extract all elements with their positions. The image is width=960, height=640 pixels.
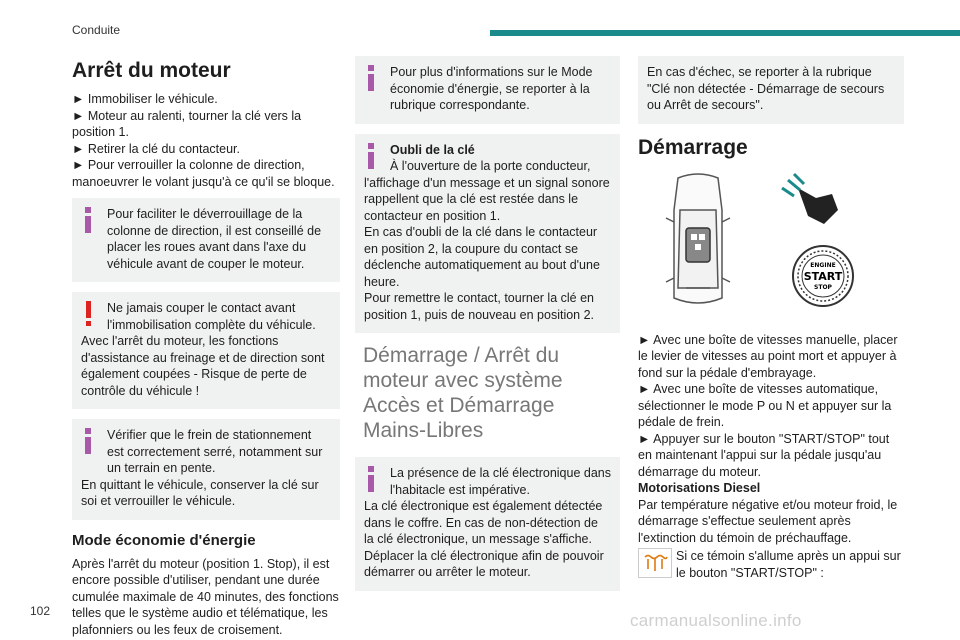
note-text: Vérifier que le frein de stationnement est correctement serré, notamment sur un terrain en pente. bbox=[107, 428, 323, 475]
button-label-start: START bbox=[803, 269, 843, 283]
warning-text: Ne jamais couper le contact avant l'immobilisation complète du véhicule. bbox=[107, 301, 316, 332]
info-icon bbox=[363, 466, 381, 494]
warning-text-rest: Avec l'arrêt du moteur, les fonctions d'assistance au freinage et de direction sont également coupées - Risque de perte de contrôle du véhicule ! bbox=[81, 334, 325, 398]
step: ► Avec une boîte de vitesses automatique, sélectionner le mode P ou N et appuyer sur la pédale de frein. bbox=[638, 382, 892, 429]
info-icon bbox=[363, 65, 381, 93]
preheat-row bbox=[638, 548, 904, 581]
step: ► Appuyer sur le bouton "START/STOP" tout en maintenant l'appui sur la pédale jusqu'au démarrage du moteur. bbox=[638, 431, 890, 479]
step: ► Immobiliser le véhicule. bbox=[72, 92, 218, 106]
preheat-warning-icon bbox=[638, 548, 672, 578]
warning-note bbox=[72, 292, 340, 409]
watermark: carmanualsonline.info bbox=[630, 611, 802, 630]
header-accent-bar bbox=[490, 30, 960, 36]
warning-icon bbox=[80, 301, 98, 329]
title-arret-moteur: Arrêt du moteur bbox=[72, 59, 231, 82]
info-note bbox=[355, 56, 620, 124]
info-note bbox=[72, 198, 340, 282]
reference-text: En cas d'échec, se reporter à la rubrique "Clé non détectée - Démarrage de secours ou Arrêt de secours". bbox=[647, 65, 885, 112]
note-text: La présence de la clé électronique dans l'habitacle est impérative. bbox=[390, 466, 611, 497]
note-title: Oubli de la clé bbox=[390, 142, 475, 157]
car-key-diagram bbox=[638, 170, 904, 320]
diesel-title: Motorisations Diesel bbox=[638, 481, 761, 495]
engine-start-stop-button-icon bbox=[793, 246, 853, 306]
note-text: Pour faciliter le déverrouillage de la colonne de direction, il est conseillé de placer les roues avant dans l'axe du véhicule avant de couper le moteur. bbox=[107, 207, 322, 271]
button-label-engine: ENGINE bbox=[810, 261, 836, 269]
note-text: l'affichage d'un message et un signal sonore rappellent que la clé est restée dans le contacteur en position 1. bbox=[364, 175, 610, 223]
eco-text: Après l'arrêt du moteur (position 1. Stop), il est encore possible d'utiliser, pendant une durée cumulée maximale de 40 minutes, des fonctions telles que le système audio et télématique, les plafonniers ou les feux de croisement. bbox=[72, 556, 339, 637]
note-text: Pour plus d'informations sur le Mode économie d'énergie, se reporter à la rubrique correspondante. bbox=[390, 65, 593, 112]
start-button-illustration bbox=[638, 170, 904, 320]
info-icon bbox=[363, 143, 381, 171]
note-text: En cas d'oubli de la clé dans le contacteur en position 2, la coupure du contact se déclenche automatiquement au bout d'une heure. bbox=[364, 225, 600, 289]
note-text: À l'ouverture de la porte conducteur, bbox=[390, 159, 591, 173]
title-demarrage: Démarrage bbox=[638, 135, 748, 159]
title-mode-economie: Mode économie d'énergie bbox=[72, 531, 256, 549]
reference-box bbox=[638, 56, 904, 124]
page-number: 102 bbox=[30, 604, 51, 618]
diesel-text: Par température négative et/ou moteur froid, le démarrage s'effectue seulement après l'extinction du témoin de préchauffage. bbox=[638, 497, 898, 545]
preheat-text: Si ce témoin s'allume après un appui sur le bouton "START/STOP" : bbox=[676, 549, 901, 580]
column-1 bbox=[72, 56, 340, 638]
section-title-mains-libres: Démarrage / Arrêt du moteur avec système Accès et Démarrage Mains-Libres bbox=[363, 344, 563, 442]
info-icon bbox=[80, 428, 98, 456]
hand-press-icon bbox=[782, 174, 838, 224]
car-top-view-icon bbox=[666, 174, 730, 303]
note-text-rest: La clé électronique est également détectée dans le coffre. En cas de non-détection de la clé électronique, un message s'affiche. Déplacer la clé électronique afin de pouvoir démarrer ou arrêter le moteur. bbox=[364, 499, 604, 579]
column-3 bbox=[638, 56, 904, 581]
page-header bbox=[0, 0, 960, 44]
step: ► Retirer la clé du contacteur. bbox=[72, 141, 241, 156]
note-text-rest: En quittant le véhicule, conserver la clé sur soi et verrouiller le véhicule. bbox=[81, 477, 319, 508]
info-icon bbox=[80, 207, 98, 235]
step: ► Pour verrouiller la colonne de direction, manoeuvrer le volant jusqu'à ce qu'il se bloque. bbox=[72, 158, 335, 189]
step: ► Moteur au ralenti, tourner la clé vers la position 1. bbox=[72, 108, 302, 139]
info-note-oubli-cle bbox=[355, 134, 620, 334]
section-name: Conduite bbox=[72, 23, 121, 37]
info-note bbox=[355, 457, 620, 591]
note-text: Pour remettre le contact, tourner la clé en position 1, puis de nouveau en position 2. bbox=[364, 291, 595, 322]
step: ► Avec une boîte de vitesses manuelle, placer le levier de vitesses au point mort et appuyer à fond sur la pédale d'embrayage. bbox=[638, 332, 898, 380]
column-2 bbox=[355, 56, 620, 601]
button-label-stop: STOP bbox=[814, 283, 832, 291]
info-note bbox=[72, 419, 340, 520]
